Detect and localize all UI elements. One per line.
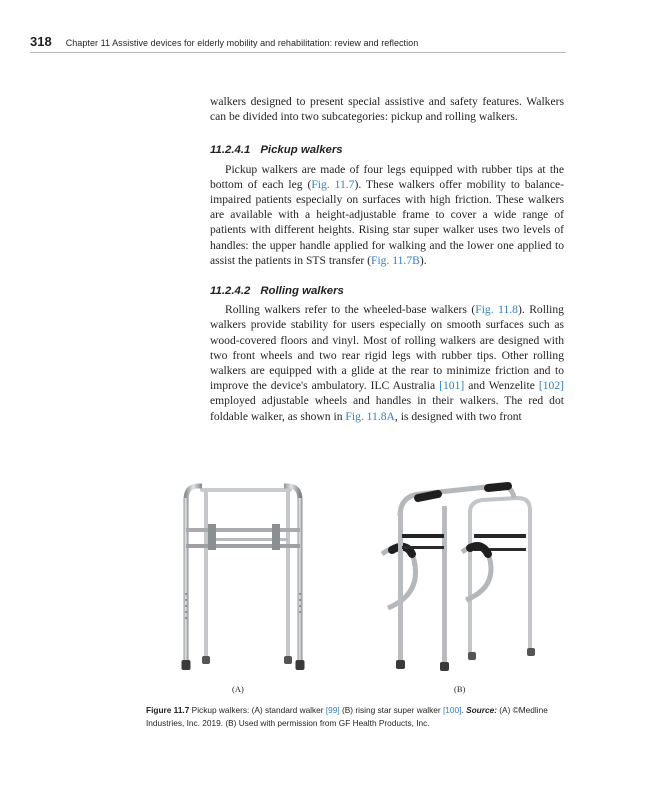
- caption-label: Figure 11.7: [146, 705, 190, 715]
- text-run: ). These walkers offer mobility to balance-impaired patients especially on surfaces with high friction. These walkers are available with a height-adjustable frame to cover a wide range of patients with different heights. Rising star super walker uses two levels of handles: the upper handle applied for walking and the lower one applied to assist the patients in STS transfer (: [210, 177, 564, 267]
- figure-caption: [146, 704, 576, 730]
- citation-link[interactable]: [100]: [442, 705, 462, 715]
- source-text: (A) ©Medline Industries, Inc. 2019. (B) Used with permission from GF Health Products, Inc.: [146, 705, 548, 728]
- text-run: Pickup walkers: (A) standard walker: [191, 705, 326, 715]
- section-title: Rolling walkers: [260, 285, 344, 298]
- text-run: employed adjustable wheels and handles in their walkers. The red dot foldable walker, as shown in: [210, 394, 564, 423]
- header-divider: [30, 52, 566, 53]
- standard-walker-image: [168, 476, 308, 678]
- rising-star-walker-image: [378, 476, 548, 678]
- text-run: and Wenzelite: [464, 379, 539, 393]
- text-run: ).: [419, 253, 427, 267]
- running-title: Chapter 11 Assistive devices for elderly mobility and rehabilitation: review and reflection: [65, 38, 419, 48]
- text-run: ). Rolling walkers provide stability for users especially on smooth surfaces such as wood-covered floors and vinyl. Most of rolling walkers are designed with two front wheels and two rear rigid legs with rubber tips. Other rolling walkers are equipped with a glide at the rear to minimize friction and to improve the device's ambulatory. ILC Australia: [210, 303, 564, 393]
- citation-link[interactable]: [99]: [325, 705, 340, 715]
- citation-link[interactable]: [101]: [439, 379, 465, 393]
- source-label: Source:: [466, 705, 497, 715]
- figure-11-7: [146, 476, 586, 678]
- page-number: 318: [30, 34, 52, 49]
- section-heading-pickup-walkers: [210, 143, 564, 158]
- text-run: .: [461, 705, 467, 715]
- section-number: 11.2.4.1: [210, 144, 251, 157]
- panel-b-label: (B): [454, 684, 466, 694]
- running-header: [30, 34, 566, 49]
- intro-paragraph: walkers designed to present special assistive and safety features. Walkers can be divided into two subcategories: pickup and rolling walkers.: [210, 95, 564, 124]
- paragraph-rolling-walkers: [210, 302, 564, 424]
- panel-a-label: (A): [232, 684, 244, 694]
- figure-ref-link[interactable]: Fig. 11.8A: [345, 409, 395, 423]
- figure-ref-link[interactable]: Fig. 11.8: [475, 303, 518, 317]
- section-heading-rolling-walkers: [210, 284, 564, 299]
- text-run: Pickup walkers are made of four legs equipped with rubber tips at the bottom of each leg (: [210, 162, 564, 191]
- paragraph-pickup-walkers: [210, 162, 564, 268]
- text-run: , is designed with two front: [394, 409, 522, 423]
- body-text: [210, 94, 564, 424]
- section-number: 11.2.4.2: [210, 285, 251, 298]
- section-title: Pickup walkers: [260, 144, 343, 157]
- figure-ref-link[interactable]: Fig. 11.7: [311, 177, 355, 191]
- citation-link[interactable]: [102]: [538, 379, 564, 393]
- text-run: (B) rising star super walker: [339, 705, 443, 715]
- figure-ref-link[interactable]: Fig. 11.7B: [371, 253, 420, 267]
- text-run: Rolling walkers refer to the wheeled-base walkers (: [225, 303, 476, 317]
